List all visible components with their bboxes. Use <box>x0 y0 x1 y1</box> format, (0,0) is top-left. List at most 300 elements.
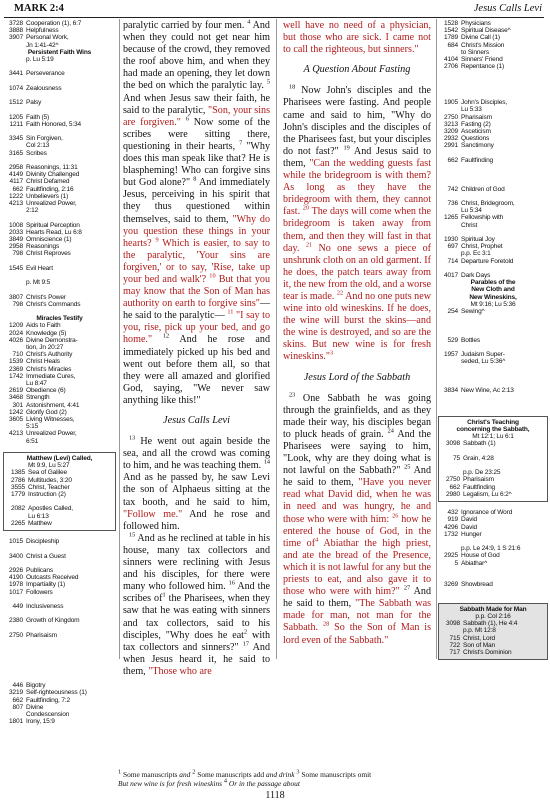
ref-entry <box>438 222 548 229</box>
scripture-paragraph: $^{18}$ Now John's disciples and the Pharisees were fasting. And people came and said to him, "Why do John's disciples and the disciples of the Pharisees fast, but your disciples do not fast?" $^{19}$ And Jesus said to them, "Can the wedding guests fast while the bridegroom is with them? As long as they have the bridegroom with them, they cannot fast. $^{20}$ The days will come when the bridegroom is taken away from them, and then they will fast in that day. $^{21}$ No one sews a piece of unshrunk cloth on an old garment. If he does, the patch tears away from it, the new from the old, and a worse tear is made. $^{22}$ And no one puts new wine into old wineskins. If he does, the wine will burst the skins—and the wine is destroyed, and so are the skins. But new wine is for fresh wineskins."$^3$ <box>283 84 432 363</box>
ref-entry <box>3 344 116 351</box>
ref-number: 1528 <box>444 20 458 27</box>
spacer <box>3 661 116 668</box>
ref-entry <box>3 56 116 63</box>
ref-topic: New Wine, Ac 2:13 <box>461 387 514 395</box>
ref-topic: Sin Forgiven, <box>26 135 63 143</box>
ref-topic: Inclusiveness <box>26 602 64 610</box>
spacer <box>438 315 548 322</box>
ref-entry <box>3 42 116 49</box>
ref-entry <box>3 553 116 560</box>
ref-topic: Unrealized Power, <box>26 430 77 438</box>
ref-entry <box>438 200 548 207</box>
ref-entry <box>3 207 116 214</box>
footnotes <box>118 770 430 788</box>
spacer <box>3 668 116 675</box>
ref-entry <box>438 531 548 538</box>
ref-topic: Christ, Bridegroom, <box>461 199 515 207</box>
ref-number: 1265 <box>444 214 458 222</box>
ref-entry <box>3 222 116 229</box>
ref-topic: David <box>461 523 477 531</box>
ref-entry <box>438 128 548 135</box>
ref-topic: Apostles Called, <box>28 505 73 513</box>
ref-number: 1978 <box>9 581 23 589</box>
ref-entry <box>438 545 548 552</box>
ref-number: 1015 <box>9 538 23 546</box>
ref-number: 254 <box>447 307 458 315</box>
ref-topic: Perseverance <box>26 70 65 78</box>
spacer <box>438 380 548 387</box>
ref-entry <box>3 603 116 610</box>
ref-topic: Faith Honored, 5:34 <box>26 120 82 128</box>
ref-number: 1542 <box>444 27 458 35</box>
ref-topic-heading: Christ's Teaching <box>467 418 519 426</box>
ref-number: 3209 <box>444 127 458 135</box>
ref-topic: Christ's Mission <box>461 41 505 49</box>
ref-entry <box>3 718 116 725</box>
ref-topic: Condescension <box>26 710 70 718</box>
spacer <box>5 498 114 505</box>
ref-topic: p.p. De 23:25 <box>463 469 501 477</box>
ref-entry <box>3 265 116 272</box>
spacer <box>3 78 116 85</box>
ref-entry <box>438 34 548 41</box>
spacer <box>438 409 548 416</box>
ref-entry <box>440 491 546 498</box>
spacer <box>3 272 116 279</box>
ref-topic: Cooperation (1), 6:7 <box>26 20 82 27</box>
ref-number: 3213 <box>444 120 458 128</box>
ref-topic: Faith (5) <box>26 113 50 121</box>
ref-number: 4190 <box>9 574 23 582</box>
ref-topic-reference: p.p. Col 2:16 <box>475 613 511 620</box>
ref-entry <box>3 85 116 92</box>
ref-topic: Jn 1:41-42^ <box>26 41 59 49</box>
ref-number: 2619 <box>9 387 23 395</box>
ref-topic: Self-righteousness (1) <box>26 689 87 697</box>
ref-number: 2925 <box>444 552 458 560</box>
ref-entry <box>3 99 116 106</box>
ref-topic: Zealousness <box>26 84 62 92</box>
ref-entry <box>438 250 548 257</box>
ref-entry <box>438 20 548 27</box>
ref-entry <box>440 469 546 476</box>
ref-number: 1930 <box>444 235 458 243</box>
ref-number: 715 <box>449 634 460 642</box>
ref-topic: Personal Work, <box>26 34 69 42</box>
ref-topic: 5:15 <box>26 423 39 431</box>
spacer <box>438 171 548 178</box>
ref-entry <box>438 63 548 70</box>
spacer <box>438 322 548 329</box>
ref-entry <box>3 193 116 200</box>
right-reference-column <box>438 20 548 660</box>
ref-topic: Asceticism <box>461 127 491 135</box>
ref-topic-box <box>3 452 116 531</box>
scripture-paragraph: $^{15}$ And as he reclined at table in his house, many tax collectors and sinners were reclining with Jesus and his disciples, for there were many who followed him. $^{16}$ And the scribes $of^1$ the Pharisees, when they saw that he was eating with sinners and tax collectors, said to his disciples, "Why does he eat$^2$ with tax collectors and sinners?" $^{17}$ And when Jesus heard it, he said to them, "Those who are <box>123 531 271 677</box>
ref-number: 1742 <box>9 372 23 380</box>
ref-topic: Sewing^ <box>461 307 485 315</box>
ref-topic: Impartiality (1) <box>26 581 66 589</box>
ref-topic: Sea of Galilee <box>28 469 68 477</box>
ref-entry <box>438 387 548 394</box>
ref-topic: Knowledge (5) <box>26 329 67 337</box>
ref-entry <box>3 538 116 545</box>
ref-topic: Helpfulness <box>26 27 59 35</box>
ref-entry <box>5 469 114 476</box>
ref-entry <box>440 484 546 491</box>
ref-entry <box>3 121 116 128</box>
ref-number: 3098 <box>446 620 460 628</box>
ref-number: 2932 <box>444 135 458 143</box>
ref-topic: p. Mt 9:5 <box>26 279 51 287</box>
ref-number: 1205 <box>9 113 23 121</box>
ref-entry <box>5 520 114 527</box>
ref-number: 2786 <box>11 476 25 484</box>
ref-topic: Christ Defamed <box>26 178 70 186</box>
ref-topic: Spiritual Joy <box>461 235 495 243</box>
ref-entry <box>3 366 116 373</box>
spacer <box>438 344 548 351</box>
ref-entry <box>3 114 116 121</box>
ref-entry <box>3 351 116 358</box>
ref-entry <box>3 373 116 380</box>
ref-entry <box>5 462 114 469</box>
ref-topic: Scribes <box>26 149 47 157</box>
ref-topic-heading: Parables of the <box>470 279 516 287</box>
ref-number: 4213 <box>9 199 23 207</box>
ref-topic: Christ <box>461 221 478 229</box>
ref-topic: Faultfinding <box>461 156 494 164</box>
ref-entry <box>438 351 548 358</box>
ref-topic: Sinners' Friend <box>461 56 503 64</box>
ref-topic: John's Disciples, <box>461 99 508 107</box>
spacer <box>3 646 116 653</box>
ref-number: 4149 <box>9 171 23 179</box>
ref-entry <box>3 70 116 77</box>
ref-entry <box>438 214 548 221</box>
ref-entry <box>438 207 548 214</box>
ref-number: 807 <box>12 703 23 711</box>
ref-topic: Publicans <box>26 566 54 574</box>
ref-number: 798 <box>12 250 23 258</box>
ref-number: 432 <box>447 509 458 517</box>
ref-entry <box>438 358 548 365</box>
ref-number: 3888 <box>9 27 23 35</box>
ref-number: 4296 <box>444 523 458 531</box>
spacer <box>3 560 116 567</box>
spacer <box>440 448 546 455</box>
ref-entry <box>3 416 116 423</box>
ref-entry <box>440 476 546 483</box>
ref-number: 2750 <box>9 631 23 639</box>
ref-entry <box>3 178 116 185</box>
ref-entry <box>440 440 546 447</box>
ref-number: 662 <box>12 185 23 193</box>
ref-topic: David <box>461 516 477 524</box>
ref-entry <box>438 516 548 523</box>
ref-topic: Evil Heart <box>26 264 53 272</box>
spacer <box>3 596 116 603</box>
ref-topic: Glorify God (2) <box>26 408 67 416</box>
ref-topic: Christ's Authority <box>26 351 73 359</box>
ref-topic: Followers <box>26 588 53 596</box>
ref-number: 4117 <box>9 178 23 186</box>
ref-topic: Hearts Read, Lu 6:8 <box>26 228 82 236</box>
page-header <box>8 2 542 17</box>
ref-topic: tion, Jn 20:27 <box>26 343 64 351</box>
ref-topic: Unbelievers (1) <box>26 192 69 200</box>
ref-number: 3165 <box>9 149 23 157</box>
ref-topic: Mt 9:9, Lu 5:27 <box>28 462 70 470</box>
ref-number: 1732 <box>444 530 458 538</box>
ref-number: 2980 <box>446 490 460 498</box>
ref-entry <box>3 589 116 596</box>
ref-entry <box>5 484 114 491</box>
ref-topic: Sabbath (1), He 4:4 <box>463 620 518 628</box>
ref-topic: Christ a Guest <box>26 552 66 560</box>
ref-entry <box>3 682 116 689</box>
ref-entry <box>3 358 116 365</box>
ref-entry <box>438 121 548 128</box>
ref-topic: Unrealized Power, <box>26 199 77 207</box>
ref-number: 3441 <box>9 70 23 78</box>
ref-topic: Judaism Super- <box>461 351 505 359</box>
ref-entry <box>3 430 116 437</box>
spacer <box>438 567 548 574</box>
ref-topic: Christ's Commands <box>26 300 81 308</box>
ref-entry <box>3 279 116 286</box>
ref-topic: seded, Lu 5:36^ <box>461 358 506 366</box>
ref-topic: Children of God <box>461 185 505 193</box>
ref-topic: Lu 5:33 <box>461 106 482 114</box>
spacer <box>3 625 116 632</box>
ref-topic-box <box>438 603 548 660</box>
ref-entry <box>438 42 548 49</box>
ref-topic: Outcasts Received <box>26 574 79 582</box>
ref-number: 1512 <box>9 99 23 107</box>
ref-number: 710 <box>12 351 23 359</box>
ref-entry <box>3 150 116 157</box>
ref-number: 2958 <box>9 243 23 251</box>
ref-number: 684 <box>447 41 458 49</box>
ref-number: 3807 <box>9 293 23 301</box>
ref-topic: Christ's Dominion <box>463 649 512 657</box>
ref-number: 662 <box>449 483 460 491</box>
ref-number: 3834 <box>444 387 458 395</box>
ref-number: 3555 <box>11 483 25 491</box>
ref-topic: Christ's Power <box>26 293 66 301</box>
spacer <box>3 545 116 552</box>
spacer <box>3 106 116 113</box>
ref-topic: Bigotry <box>26 682 46 690</box>
ref-topic: Son of Man <box>463 641 495 649</box>
ref-number: 1801 <box>9 718 23 726</box>
spacer <box>3 214 116 221</box>
ref-topic-reference: Mt 12:1; Lu 6:1 <box>472 433 514 441</box>
ref-topic: p.p. Le 24:9, 1 S 21:6 <box>461 545 521 553</box>
ref-entry <box>3 236 116 243</box>
ref-entry <box>3 704 116 711</box>
spacer <box>3 653 116 660</box>
ref-entry <box>438 186 548 193</box>
ref-number: 736 <box>447 199 458 207</box>
ref-topic: Irony, 15:9 <box>26 718 55 726</box>
ref-number: 1074 <box>9 84 23 92</box>
spacer <box>438 366 548 373</box>
ref-topic: Repentance (1) <box>461 63 505 71</box>
ref-topic: Matthew <box>28 519 52 527</box>
ref-entry <box>3 330 116 337</box>
scripture-paragraph: $^{23}$ One Sabbath he was going through the grainfields, and as they made their way, his disciples began to pluck heads of grain. $^{24}$ And the Pharisees were saying to him, "Look, why are they doing what is not lawful on the Sabbath?" $^{25}$ And he said to them, "Have you never read what David did, when he was in need and was hungry, he and those who were with him: $^{26}$ how he entered the house of God, in the time $of^4$ Abiathar the high priest, and ate the bread of the Presence, which it is not lawful for any but the priests to eat, and also gave it to those who were with him?" $^{27}$ And he said to them, "The Sabbath was made for man, not man for the Sabbath. $^{28}$ So the Son of Man is lord even of the Sabbath." <box>283 391 432 646</box>
spacer <box>3 639 116 646</box>
ref-entry <box>3 164 116 171</box>
ref-number: 3605 <box>9 416 23 423</box>
ref-entry <box>438 27 548 34</box>
ref-entry <box>438 258 548 265</box>
ref-entry <box>438 49 548 56</box>
ref-entry <box>438 135 548 142</box>
spacer <box>438 596 548 603</box>
ref-number: 3345 <box>9 135 23 143</box>
ref-topic: Christ, Lord <box>463 634 496 642</box>
ref-number: 3849 <box>9 235 23 243</box>
ref-entry <box>438 243 548 250</box>
ref-entry <box>3 250 116 257</box>
book-chapter-heading: MARK 2:4 <box>14 3 64 14</box>
ref-topic: Divine <box>26 703 44 711</box>
ref-topic: Lu 5:34 <box>461 207 482 215</box>
ref-entry <box>438 114 548 121</box>
ref-entry <box>3 617 116 624</box>
ref-number: 2369 <box>9 365 23 373</box>
ref-number: 1789 <box>444 34 458 42</box>
column-divider <box>436 19 437 659</box>
ref-entry <box>3 20 116 27</box>
ref-topic-heading: Miracles Testify <box>36 315 83 323</box>
ref-number: 722 <box>449 641 460 649</box>
ref-number: 1222 <box>9 192 23 200</box>
ref-entry <box>3 423 116 430</box>
ref-entry <box>438 552 548 559</box>
ref-topic: Christ, Teacher <box>28 483 70 491</box>
spacer <box>3 308 116 315</box>
ref-topic: Questions <box>461 135 490 143</box>
left-reference-column <box>3 20 116 726</box>
ref-topic: 6:51 <box>26 437 39 445</box>
ref-entry <box>438 56 548 63</box>
ref-number: 1211 <box>9 120 23 128</box>
text-column-1 <box>123 18 271 677</box>
ref-entry <box>438 106 548 113</box>
ref-topic: Ignorance of Word <box>461 509 513 517</box>
ref-topic: Col 2:13 <box>26 142 50 150</box>
ref-number: 301 <box>12 401 23 409</box>
spacer <box>438 178 548 185</box>
ref-number: 4213 <box>9 430 23 438</box>
ref-number: 449 <box>12 602 23 610</box>
ref-entry <box>3 294 116 301</box>
ref-entry <box>3 337 116 344</box>
ref-number: 1242 <box>9 408 23 416</box>
ref-number: 2750 <box>444 113 458 121</box>
ref-entry <box>440 620 546 627</box>
ref-topic: p.p. Mt 12:8 <box>463 627 496 635</box>
ref-number: 3468 <box>9 394 23 402</box>
ref-number: 3907 <box>9 34 23 42</box>
ref-number: 1017 <box>9 588 23 596</box>
column-divider <box>276 19 277 659</box>
ref-entry <box>5 477 114 484</box>
ref-entry <box>3 135 116 142</box>
ref-topic: Strength <box>26 394 50 402</box>
ref-topic: Fellowship with <box>461 214 504 222</box>
ref-topic: Pharisaism <box>463 476 494 484</box>
ref-entry <box>3 409 116 416</box>
ref-number: 3098 <box>446 440 460 448</box>
ref-number: 2033 <box>9 228 23 236</box>
ref-entry <box>3 243 116 250</box>
ref-entry <box>3 27 116 34</box>
spacer <box>3 610 116 617</box>
ref-topic: Christ's Miracles <box>26 365 72 373</box>
section-heading: A Question About Fasting <box>303 64 411 76</box>
ref-topic: Christ Heals <box>26 358 60 366</box>
spacer <box>3 92 116 99</box>
ref-entry <box>3 632 116 639</box>
header-rule <box>4 17 544 18</box>
ref-entry <box>438 581 548 588</box>
ref-entry <box>3 689 116 696</box>
spacer <box>438 574 548 581</box>
ref-entry <box>3 438 116 445</box>
ref-topic: Immediate Cures, <box>26 372 76 380</box>
ref-number: 4104 <box>444 56 458 64</box>
ref-entry <box>5 513 114 520</box>
ref-topic: Abiathar^ <box>461 559 488 567</box>
scripture-paragraph: $^{13}$ He went out again beside the sea, and all the crowd was coming to him, and he was teaching them. $^{14}$ And as he passed by, he saw Levi the son of Alphaeus sitting at the tax booth, and he said to him, "Follow me." And he rose and followed him. <box>123 434 270 532</box>
ref-number: 2991 <box>444 142 458 150</box>
ref-topic: Sanctimony <box>461 142 494 150</box>
spacer <box>440 462 546 469</box>
ref-topic-heading: Persistent Faith Wins <box>27 48 92 56</box>
spacer <box>438 588 548 595</box>
ref-topic: p. Lu 5:19 <box>26 56 54 64</box>
ref-entry <box>440 627 546 634</box>
ref-topic: 2:12 <box>26 207 39 215</box>
ref-topic: Fasting (2) <box>461 120 491 128</box>
ref-topic-heading: New Cloth and <box>471 286 515 294</box>
ref-topic: p.p. Ec 3:1 <box>461 250 491 258</box>
spacer <box>3 531 116 538</box>
ref-number: 2750 <box>446 476 460 484</box>
footnote-line: $^1$ Some manuscripts and $^2$ Some manuscripts add and drink $^3$ Some manuscripts omit <box>118 768 372 779</box>
ref-entry <box>438 524 548 531</box>
ref-topic: Pharisaism <box>461 113 492 121</box>
ref-topic: Faultfinding, 7:2 <box>26 696 71 704</box>
section-heading: Jesus Calls Levi <box>163 415 230 426</box>
ref-entry <box>3 567 116 574</box>
spacer <box>438 229 548 236</box>
ref-number: 1209 <box>9 322 23 330</box>
ref-number: 919 <box>447 516 458 524</box>
ref-entry <box>3 711 116 718</box>
spacer <box>438 373 548 380</box>
ref-topic: to Sinners <box>461 48 489 56</box>
ref-number: 2024 <box>9 329 23 337</box>
ref-entry <box>3 387 116 394</box>
ref-topic: Bottles <box>461 336 480 344</box>
